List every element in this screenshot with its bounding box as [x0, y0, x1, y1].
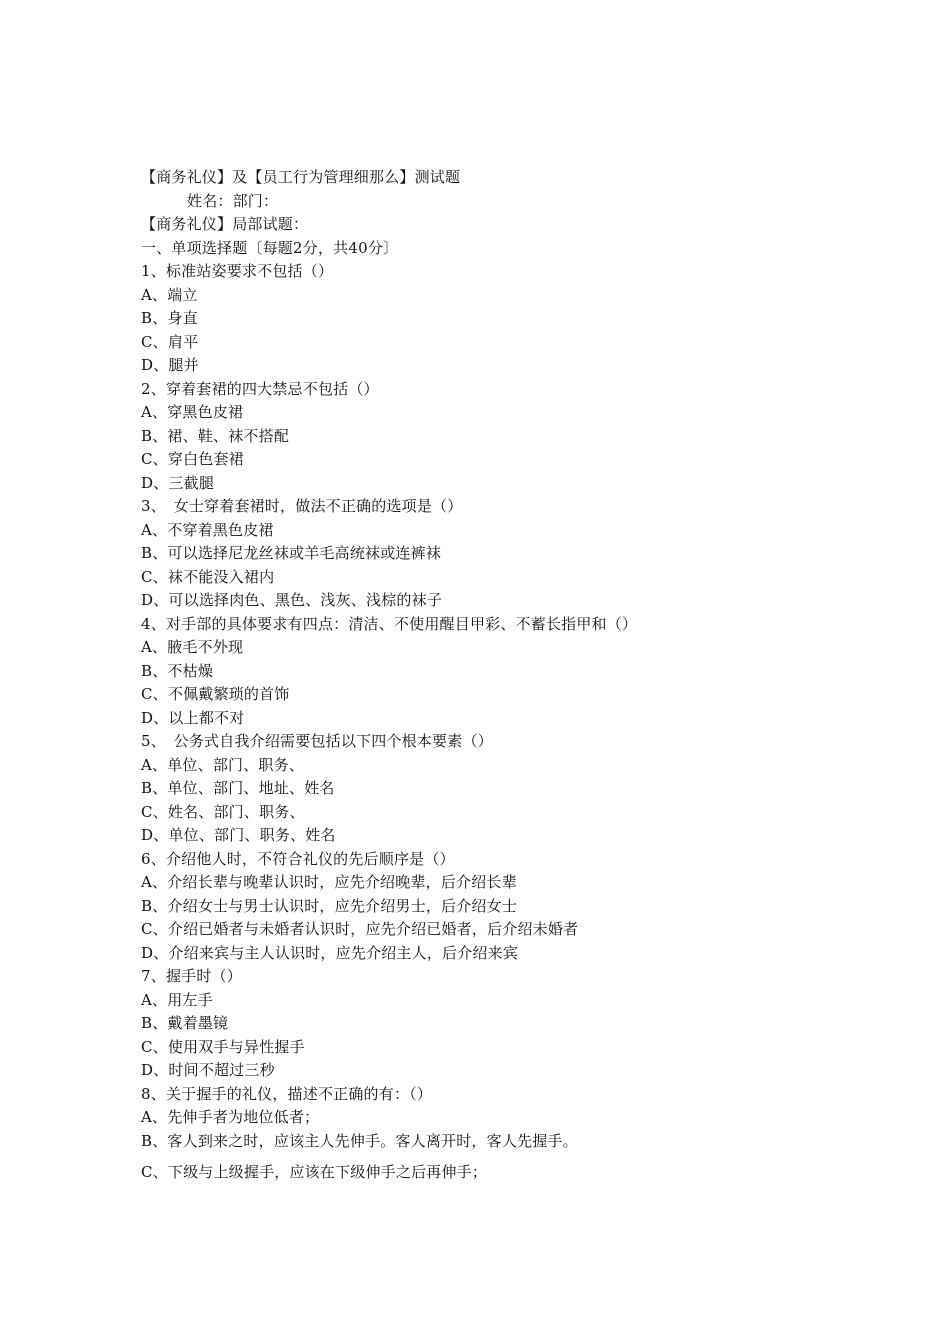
option-text: B、不枯燥 [141, 661, 214, 680]
question-text: 5、 公务式自我介绍需要包括以下四个根本要素（） [141, 732, 493, 750]
question-text: 4、对手部的具体要求有四点：清洁、不使用醒目甲彩、不蓄长指甲和（） [141, 614, 638, 633]
option-text: C、介绍已婚者与未婚者认识时，应先介绍已婚者，后介绍未婚者 [141, 920, 579, 938]
document-title: 【商务礼仪】及【员工行为管理细那么】测试题 [141, 168, 461, 186]
option-text: B、戴着墨镜 [141, 1014, 229, 1032]
option-text: C、不佩戴繁琐的首饰 [141, 685, 290, 703]
option-text: C、使用双手与异性握手 [141, 1037, 305, 1056]
option-text: D、单位、部门、职务、姓名 [141, 826, 336, 844]
option-text: A、腋毛不外现 [141, 638, 244, 656]
option-text: B、介绍女士与男士认识时，应先介绍男士，后介绍女士 [141, 896, 518, 915]
question-text: 6、介绍他人时，不符合礼仪的先后顺序是（） [141, 849, 455, 868]
option-text: A、单位、部门、职务、 [141, 755, 305, 774]
option-text: C、袜不能没入裙内 [141, 567, 275, 586]
option-text: A、端立 [141, 285, 198, 304]
option-text: A、先伸手者为地位低者； [141, 1108, 320, 1126]
option-text: D、腿并 [141, 356, 199, 374]
option-text: C、肩平 [141, 332, 199, 351]
option-text: D、三截腿 [141, 473, 215, 492]
option-text: A、不穿着黑色皮裙 [141, 520, 274, 539]
option-text: B、身直 [141, 309, 198, 327]
option-text: B、单位、部门、地址、姓名 [141, 779, 335, 797]
trailing-option-line: C、下级与上级握手，应该在下级伸手之后再伸手； [141, 1163, 488, 1181]
question-text: 7、握手时（） [141, 967, 242, 985]
option-text: A、用左手 [141, 990, 213, 1009]
option-text: A、穿黑色皮裙 [141, 403, 244, 421]
option-text: D、以上都不对 [141, 708, 245, 727]
option-text: B、客人到来之时，应该主人先伸手。客人离开时，客人先握手。 [141, 1131, 578, 1150]
section-title: 【商务礼仪】局部试题： [141, 215, 309, 233]
option-text: B、可以选择尼龙丝袜或羊毛高统袜或连裤袜 [141, 544, 442, 562]
name-dept-line: 姓名：部门： [187, 191, 279, 210]
question-list [141, 260, 841, 1153]
option-text: B、裙、鞋、袜不搭配 [141, 426, 290, 445]
option-text: D、时间不超过三秒 [141, 1061, 275, 1079]
option-text: D、可以选择肉色、黑色、浅灰、浅棕的袜子 [141, 591, 443, 609]
question-text: 1、标准站姿要求不包括（） [141, 262, 334, 280]
question-text: 8、关于握手的礼仪，描述不正确的有：（） [141, 1084, 433, 1103]
question-text: 3、 女士穿着套裙时，做法不正确的选项是（） [141, 497, 463, 515]
option-text: C、姓名、部门、职务、 [141, 802, 305, 821]
option-text: A、介绍长辈与晚辈认识时，应先介绍晚辈，后介绍长辈 [141, 873, 517, 891]
part-title: 一、单项选择题〔每题2分，共40分〕 [141, 238, 399, 257]
option-text: D、介绍来宾与主人认识时，应先介绍主人，后介绍来宾 [141, 943, 519, 962]
document-body [141, 166, 841, 1185]
option-text: C、穿白色套裙 [141, 450, 244, 468]
question-text: 2、穿着套裙的四大禁忌不包括（） [141, 379, 379, 398]
